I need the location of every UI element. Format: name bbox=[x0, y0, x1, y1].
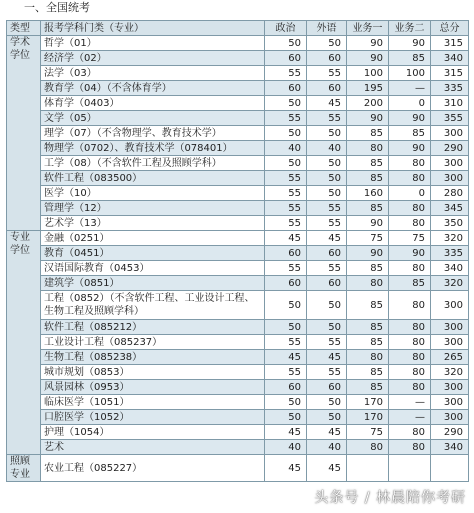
score-cell: 50 bbox=[265, 126, 307, 141]
score-cell: 335 bbox=[431, 246, 469, 261]
score-cell: 100 bbox=[389, 66, 431, 81]
score-cell: 100 bbox=[347, 66, 389, 81]
subject-cell: 汉语国际教育（0453） bbox=[41, 261, 265, 276]
table-row bbox=[7, 186, 469, 201]
subject-cell: 软件工程（083500） bbox=[41, 171, 265, 186]
table-row bbox=[7, 291, 469, 320]
score-cell: 0 bbox=[389, 186, 431, 201]
score-cell: 45 bbox=[265, 455, 307, 482]
score-cell: 290 bbox=[431, 141, 469, 156]
subject-cell: 体育学（0403） bbox=[41, 96, 265, 111]
score-cell: 55 bbox=[265, 186, 307, 201]
score-cell: 85 bbox=[389, 51, 431, 66]
table-row bbox=[7, 350, 469, 365]
subject-cell: 口腔医学（1052） bbox=[41, 410, 265, 425]
score-cell: 45 bbox=[307, 96, 347, 111]
score-cell: 55 bbox=[265, 261, 307, 276]
score-cell: 315 bbox=[431, 36, 469, 51]
score-cell: 85 bbox=[347, 291, 389, 320]
score-cell: 55 bbox=[307, 201, 347, 216]
table-row bbox=[7, 365, 469, 380]
score-cell: 320 bbox=[431, 365, 469, 380]
score-cell: 300 bbox=[431, 126, 469, 141]
score-cell: 80 bbox=[347, 350, 389, 365]
score-cell: 55 bbox=[307, 216, 347, 231]
score-cell: 60 bbox=[265, 81, 307, 96]
subject-cell: 教育（0451） bbox=[41, 246, 265, 261]
subject-cell: 艺术学（13） bbox=[41, 216, 265, 231]
score-cell: 55 bbox=[307, 66, 347, 81]
score-cell: 45 bbox=[307, 350, 347, 365]
score-cell: 90 bbox=[389, 36, 431, 51]
table-row bbox=[7, 276, 469, 291]
subject-cell: 医学（10） bbox=[41, 186, 265, 201]
table-row bbox=[7, 395, 469, 410]
score-cell: 90 bbox=[347, 51, 389, 66]
score-cell: 85 bbox=[347, 365, 389, 380]
subject-cell: 工程（0852）（不含软件工程、工业设计工程、生物工程及照顾学科） bbox=[41, 291, 265, 320]
table-row bbox=[7, 171, 469, 186]
table-row bbox=[7, 156, 469, 171]
table-row bbox=[7, 335, 469, 350]
score-cell: 50 bbox=[307, 126, 347, 141]
table-row bbox=[7, 216, 469, 231]
score-cell: 80 bbox=[389, 261, 431, 276]
score-cell: 85 bbox=[347, 156, 389, 171]
subject-cell: 建筑学（0851） bbox=[41, 276, 265, 291]
score-cell: 265 bbox=[431, 350, 469, 365]
score-table bbox=[6, 20, 469, 482]
table-row bbox=[7, 320, 469, 335]
score-cell: 60 bbox=[307, 276, 347, 291]
score-cell: 60 bbox=[265, 51, 307, 66]
table-row bbox=[7, 410, 469, 425]
table-row bbox=[7, 455, 469, 482]
score-cell: 85 bbox=[347, 171, 389, 186]
header-language: 外语 bbox=[307, 21, 347, 36]
score-cell: 315 bbox=[431, 66, 469, 81]
score-cell: 300 bbox=[431, 156, 469, 171]
header-politics: 政治 bbox=[265, 21, 307, 36]
score-cell: 40 bbox=[307, 440, 347, 455]
header-course1: 业务一 bbox=[347, 21, 389, 36]
score-cell: 335 bbox=[431, 81, 469, 96]
table-row bbox=[7, 425, 469, 440]
score-cell: 75 bbox=[389, 231, 431, 246]
subject-cell: 教育学（04）（不含体育学） bbox=[41, 81, 265, 96]
score-cell: 290 bbox=[431, 425, 469, 440]
table-row bbox=[7, 261, 469, 276]
score-cell: 50 bbox=[307, 36, 347, 51]
score-cell: 0 bbox=[389, 96, 431, 111]
score-cell: 355 bbox=[431, 111, 469, 126]
score-cell: 310 bbox=[431, 96, 469, 111]
subject-cell: 法学（03） bbox=[41, 66, 265, 81]
score-cell: 85 bbox=[389, 126, 431, 141]
header-row bbox=[7, 21, 469, 36]
score-cell: 300 bbox=[431, 291, 469, 320]
score-cell: 80 bbox=[389, 320, 431, 335]
score-cell: 195 bbox=[347, 81, 389, 96]
section-heading: 一、全国统考 bbox=[24, 1, 90, 14]
subject-cell: 艺术 bbox=[41, 440, 265, 455]
score-cell: 45 bbox=[307, 455, 347, 482]
score-cell: 60 bbox=[265, 246, 307, 261]
score-cell: 40 bbox=[265, 440, 307, 455]
score-cell: 80 bbox=[389, 440, 431, 455]
score-cell: 300 bbox=[431, 335, 469, 350]
score-cell: 80 bbox=[347, 276, 389, 291]
subject-cell: 工学（08）（不含软件工程及照顾学科） bbox=[41, 156, 265, 171]
score-cell: 45 bbox=[307, 425, 347, 440]
table-row bbox=[7, 111, 469, 126]
score-cell: 80 bbox=[389, 380, 431, 395]
table-row bbox=[7, 36, 469, 51]
score-cell: 300 bbox=[431, 320, 469, 335]
table-row bbox=[7, 440, 469, 455]
score-cell: 80 bbox=[389, 350, 431, 365]
score-cell: 90 bbox=[347, 246, 389, 261]
score-cell: 85 bbox=[347, 261, 389, 276]
score-cell: 40 bbox=[307, 141, 347, 156]
score-cell: 90 bbox=[389, 111, 431, 126]
score-cell: 50 bbox=[265, 156, 307, 171]
score-cell: 50 bbox=[307, 291, 347, 320]
subject-cell: 文学（05） bbox=[41, 111, 265, 126]
score-cell: 340 bbox=[431, 440, 469, 455]
score-cell: 85 bbox=[347, 320, 389, 335]
score-cell: 80 bbox=[389, 156, 431, 171]
score-cell: 300 bbox=[431, 171, 469, 186]
score-cell: 300 bbox=[431, 380, 469, 395]
score-cell bbox=[389, 455, 431, 482]
score-cell: 45 bbox=[307, 231, 347, 246]
score-cell: 50 bbox=[307, 410, 347, 425]
score-cell: 160 bbox=[347, 186, 389, 201]
score-cell: 55 bbox=[265, 111, 307, 126]
score-cell: 340 bbox=[431, 261, 469, 276]
score-cell: 55 bbox=[265, 171, 307, 186]
score-cell: 55 bbox=[307, 261, 347, 276]
score-cell: 60 bbox=[307, 380, 347, 395]
score-cell: 85 bbox=[347, 380, 389, 395]
score-cell: — bbox=[389, 395, 431, 410]
score-cell: 45 bbox=[265, 425, 307, 440]
score-cell: 80 bbox=[389, 365, 431, 380]
score-cell: 55 bbox=[265, 201, 307, 216]
score-cell: 85 bbox=[389, 276, 431, 291]
score-cell: 80 bbox=[347, 141, 389, 156]
header-type: 类型 bbox=[7, 21, 41, 36]
watermark: 头条号 / 林晨陪你考研 bbox=[314, 490, 466, 506]
score-cell: 80 bbox=[389, 425, 431, 440]
subject-cell: 农业工程（085227） bbox=[41, 455, 265, 482]
score-cell: 60 bbox=[265, 380, 307, 395]
score-cell: 50 bbox=[265, 36, 307, 51]
score-cell: 80 bbox=[389, 171, 431, 186]
score-cell: 85 bbox=[347, 201, 389, 216]
score-cell: 50 bbox=[307, 171, 347, 186]
score-cell: 90 bbox=[347, 216, 389, 231]
score-cell: 55 bbox=[307, 111, 347, 126]
subject-cell: 工业设计工程（085237） bbox=[41, 335, 265, 350]
table-row bbox=[7, 380, 469, 395]
score-cell: 60 bbox=[307, 51, 347, 66]
score-cell: 60 bbox=[307, 81, 347, 96]
score-cell: 75 bbox=[347, 231, 389, 246]
score-cell: 60 bbox=[265, 276, 307, 291]
table-row bbox=[7, 246, 469, 261]
header-course2: 业务二 bbox=[389, 21, 431, 36]
header-total: 总分 bbox=[431, 21, 469, 36]
score-cell: 50 bbox=[265, 410, 307, 425]
score-cell: 345 bbox=[431, 201, 469, 216]
score-cell: 280 bbox=[431, 186, 469, 201]
score-cell: 300 bbox=[431, 410, 469, 425]
score-cell: 50 bbox=[307, 186, 347, 201]
score-cell: 80 bbox=[389, 291, 431, 320]
score-cell: 80 bbox=[389, 335, 431, 350]
subject-cell: 理学（07）（不含物理学、教育技术学） bbox=[41, 126, 265, 141]
subject-cell: 风景园林（0953） bbox=[41, 380, 265, 395]
subject-cell: 金融（0251） bbox=[41, 231, 265, 246]
table-row bbox=[7, 201, 469, 216]
score-cell: 55 bbox=[265, 66, 307, 81]
score-cell: 320 bbox=[431, 276, 469, 291]
category-cell: 照顾专业 bbox=[7, 455, 41, 482]
score-cell: 55 bbox=[307, 335, 347, 350]
score-cell bbox=[347, 455, 389, 482]
category-cell: 专业学位 bbox=[7, 231, 41, 455]
table-row bbox=[7, 231, 469, 246]
score-cell bbox=[431, 455, 469, 482]
score-cell: 320 bbox=[431, 231, 469, 246]
score-cell: 90 bbox=[347, 36, 389, 51]
score-cell: 80 bbox=[347, 440, 389, 455]
score-cell: — bbox=[389, 410, 431, 425]
subject-cell: 经济学（02） bbox=[41, 51, 265, 66]
score-cell: 170 bbox=[347, 395, 389, 410]
score-cell: 170 bbox=[347, 410, 389, 425]
table-body bbox=[7, 36, 469, 482]
table-row bbox=[7, 96, 469, 111]
score-cell: 300 bbox=[431, 395, 469, 410]
score-cell: 85 bbox=[347, 126, 389, 141]
score-cell: 90 bbox=[389, 246, 431, 261]
score-cell: 50 bbox=[265, 96, 307, 111]
score-cell: 85 bbox=[347, 335, 389, 350]
table-row bbox=[7, 141, 469, 156]
table-row bbox=[7, 81, 469, 96]
score-cell: 55 bbox=[265, 335, 307, 350]
header-subject: 报考学科门类（专业） bbox=[41, 21, 265, 36]
score-cell: 50 bbox=[265, 291, 307, 320]
subject-cell: 护理（1054） bbox=[41, 425, 265, 440]
score-cell: 90 bbox=[347, 111, 389, 126]
score-cell: 80 bbox=[389, 201, 431, 216]
score-cell: 45 bbox=[265, 350, 307, 365]
table-row bbox=[7, 126, 469, 141]
score-cell: 50 bbox=[307, 156, 347, 171]
score-cell: 55 bbox=[265, 216, 307, 231]
score-cell: 350 bbox=[431, 216, 469, 231]
score-cell: 50 bbox=[307, 395, 347, 410]
score-cell: 50 bbox=[265, 320, 307, 335]
score-cell: 50 bbox=[307, 320, 347, 335]
score-cell: 90 bbox=[389, 141, 431, 156]
score-cell: — bbox=[389, 81, 431, 96]
category-cell: 学术学位 bbox=[7, 36, 41, 231]
subject-cell: 物理学（0702）、教育技术学（078401） bbox=[41, 141, 265, 156]
subject-cell: 生物工程（085238） bbox=[41, 350, 265, 365]
subject-cell: 临床医学（1051） bbox=[41, 395, 265, 410]
score-cell: 55 bbox=[307, 365, 347, 380]
score-cell: 40 bbox=[265, 141, 307, 156]
subject-cell: 哲学（01） bbox=[41, 36, 265, 51]
score-cell: 50 bbox=[265, 395, 307, 410]
score-cell: 200 bbox=[347, 96, 389, 111]
table-row bbox=[7, 66, 469, 81]
subject-cell: 软件工程（085212） bbox=[41, 320, 265, 335]
score-cell: 80 bbox=[389, 216, 431, 231]
score-cell: 55 bbox=[265, 365, 307, 380]
score-cell: 75 bbox=[347, 425, 389, 440]
score-cell: 45 bbox=[265, 231, 307, 246]
subject-cell: 城市规划（0853） bbox=[41, 365, 265, 380]
subject-cell: 管理学（12） bbox=[41, 201, 265, 216]
score-cell: 60 bbox=[307, 246, 347, 261]
table-row bbox=[7, 51, 469, 66]
score-cell: 340 bbox=[431, 51, 469, 66]
